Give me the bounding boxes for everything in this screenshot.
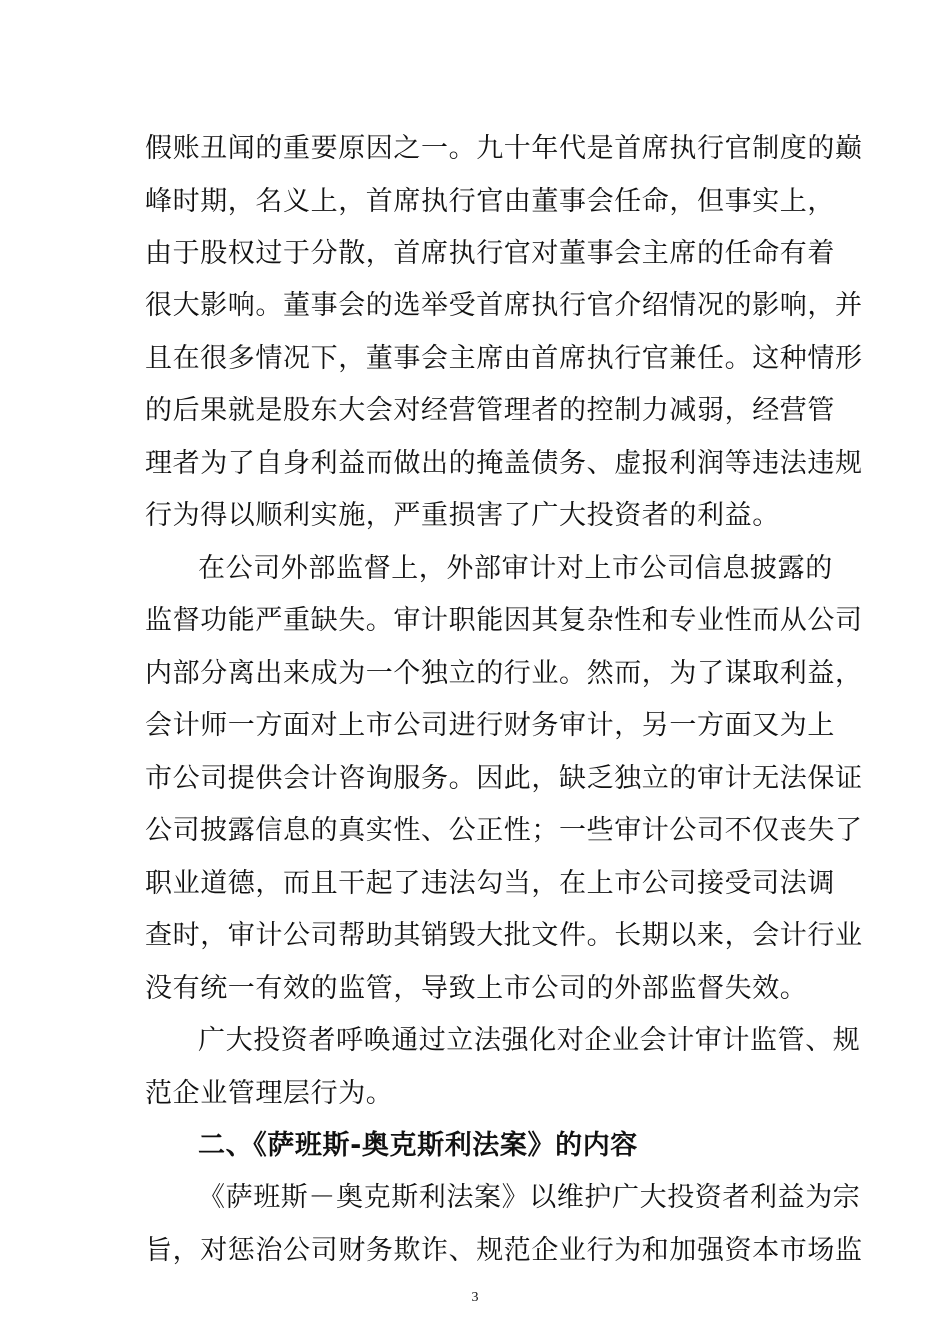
body-text-line: 假账丑闻的重要原因之一。九十年代是首席执行官制度的巅 [145, 133, 863, 164]
body-text-line: 职业道德，而且干起了违法勾当，在上市公司接受司法调 [145, 868, 835, 899]
body-text-line: 监督功能严重缺失。审计职能因其复杂性和专业性而从公司 [145, 605, 863, 636]
body-text-line: 峰时期，名义上，首席执行官由董事会任命，但事实上， [145, 186, 835, 217]
body-text-line: 内部分离出来成为一个独立的行业。然而，为了谋取利益， [145, 658, 863, 689]
body-text-line: 查时，审计公司帮助其销毁大批文件。长期以来，会计行业 [145, 920, 863, 951]
body-text-line: 理者为了自身利益而做出的掩盖债务、虚报利润等违法违规 [145, 448, 863, 479]
page-number: 3 [471, 1290, 479, 1305]
paragraph-first-line: 广大投资者呼唤通过立法强化对企业会计审计监管、规 [198, 1025, 861, 1056]
body-text-line: 没有统一有效的监管，导致上市公司的外部监督失效。 [145, 973, 808, 1004]
body-text-line: 范企业管理层行为。 [145, 1078, 394, 1109]
section-heading: 二、《萨班斯-奥克斯利法案》的内容 [198, 1130, 638, 1161]
paragraph-first-line: 《萨班斯－奥克斯利法案》以维护广大投资者利益为宗 [198, 1182, 861, 1213]
body-text-line: 旨，对惩治公司财务欺诈、规范企业行为和加强资本市场监 [145, 1235, 863, 1266]
body-text-line: 且在很多情况下，董事会主席由首席执行官兼任。这种情形 [145, 343, 863, 374]
body-text-line: 市公司提供会计咨询服务。因此，缺乏独立的审计无法保证 [145, 763, 863, 794]
body-text-line: 行为得以顺利实施，严重损害了广大投资者的利益。 [145, 500, 780, 531]
body-text-line: 的后果就是股东大会对经营管理者的控制力减弱，经营管 [145, 395, 835, 426]
paragraph-first-line: 在公司外部监督上，外部审计对上市公司信息披露的 [198, 553, 833, 584]
body-text-line: 会计师一方面对上市公司进行财务审计，另一方面又为上 [145, 710, 835, 741]
body-text-line: 公司披露信息的真实性、公正性；一些审计公司不仅丧失了 [145, 815, 863, 846]
body-text-line: 很大影响。董事会的选举受首席执行官介绍情况的影响，并 [145, 290, 863, 321]
body-text-line: 由于股权过于分散，首席执行官对董事会主席的任命有着 [145, 238, 835, 269]
